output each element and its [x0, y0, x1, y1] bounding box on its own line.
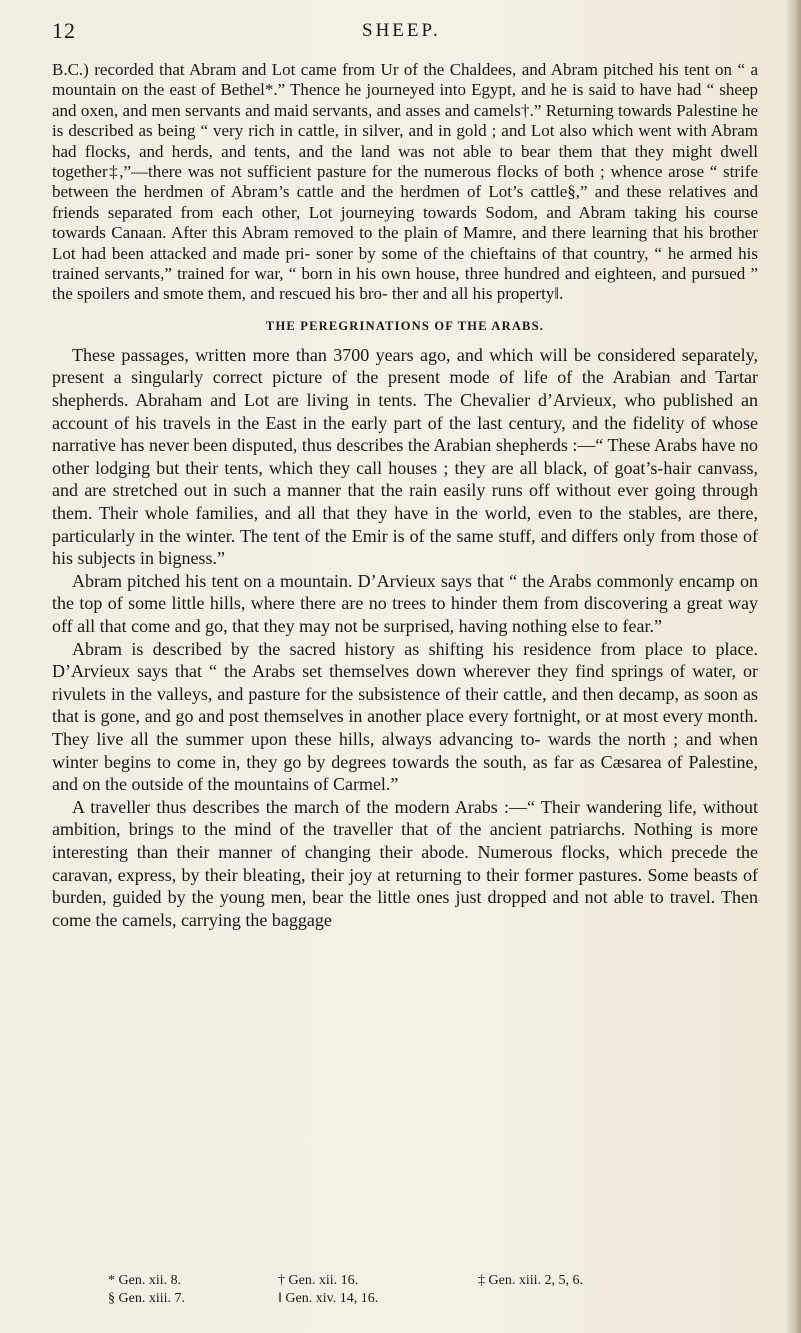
page-header [52, 18, 752, 52]
paragraph-tent-mountain: Abram pitched his tent on a mountain. D’Arvieux says that “ the Arabs commonly encamp on the top of some little hills, where there are no trees to hinder them from discovering a great way off all that come and go, that they may not be surprised, having nothing else to fear.” [52, 570, 758, 636]
section-heading: THE PEREGRINATIONS OF THE ARABS. [265, 318, 545, 333]
paragraph-march-of-arabs: A traveller thus describes the march of the modern Arabs :—“ Their wandering life, without ambition, brings to the mind of the traveller that of the ancient patriarchs. Nothing is more interesting than their manner of changing their abode. Numerous flocks, which precede the caravan, express, by their bleating, their joy at returning to their former pastures. Some beasts of burden, guided by the young men, bear the little ones just dropped and not able to travel. Then come the camels, carrying the baggage [52, 796, 758, 930]
footnote: * Gen. xii. 8. [108, 1273, 182, 1288]
footnote: § Gen. xiii. 7. [108, 1291, 185, 1306]
running-title: SHEEP. [362, 20, 441, 41]
page-number: 12 [52, 18, 76, 43]
footnote: ‖ Gen. xiv. 14, 16. [278, 1291, 379, 1306]
page-edge [787, 0, 801, 1333]
paragraph-shifting-residence: Abram is described by the sacred history as shifting his residence from place to place. D’Arvieux says that “ the Arabs set themselves down wherever they find springs of water, or rivulets in the valleys, and pasture for the subsistence of their cattle, and then decamp, as soon as that is gone, and go and post themselves in another place every fortnight, or at most every month. They live all the summer upon these hills, always advancing to- wards the north ; and when winter begins to come in, they go by degrees towards the south, as far as Cæsarea of Palestine, and on the outside of the mountains of Carmel.” [52, 638, 758, 795]
paragraph-abram-narrative: B.C.) recorded that Abram and Lot came from Ur of the Chaldees, and Abram pitched his tent on “ a mountain on the east of Bethel*.” Thence he journeyed into Egypt, and he is said to have had “ sheep and oxen, and men servants and maid servants, and asses and camels†.” Returning towards Palestine he is described as being “ very rich in cattle, in silver, and in gold ; and Lot also which went with Abram had flocks, and herds, and tents, and the land was not able to bear them that they might dwell together‡,”—there was not sufficient pasture for the numerous flocks of both ; whence arose “ strife between the herdmen of Abram’s cattle and the herdmen of Lot’s cattle§,” and these relatives and friends separated from each other, Lot journeying towards Sodom, and Abram taking his course towards Canaan. After this Abram removed to the plain of Mamre, and there learning that his brother Lot had been attacked and made pri- soner by some of the chieftains of that country, “ he armed his trained servants,” trained for war, “ born in his own house, three hundred and eighteen, and pursued ” the spoilers and smote them, and rescued his bro- ther and all his property‖. [52, 60, 758, 304]
footnotes [108, 1272, 728, 1308]
body-text [52, 60, 758, 931]
paragraph-passages: These passages, written more than 3700 years ago, and which will be considered separately, present a singularly correct picture of the present mode of life of the Arabian and Tartar shepherds. Abraham and Lot are living in tents. The Chevalier d’Arvieux, who published an account of his travels in the East in the early part of the last century, and the fidelity of whose narrative has never been disputed, thus describes the Arabian shepherds :—“ These Arabs have no other lodging but their tents, which they call houses ; they are all black, of goat’s-hair canvass, and are stretched out in such a manner that the rain easily runs off without ever going through them. Their whole families, and all that they have in the world, even to the stables, are there, particularly in the winter. The tent of the Emir is of the same stuff, and differs only from those of his subjects in bigness.” [52, 344, 758, 569]
footnote: † Gen. xii. 16. [278, 1273, 359, 1288]
footnote: ‡ Gen. xiii. 2, 5, 6. [478, 1273, 583, 1288]
